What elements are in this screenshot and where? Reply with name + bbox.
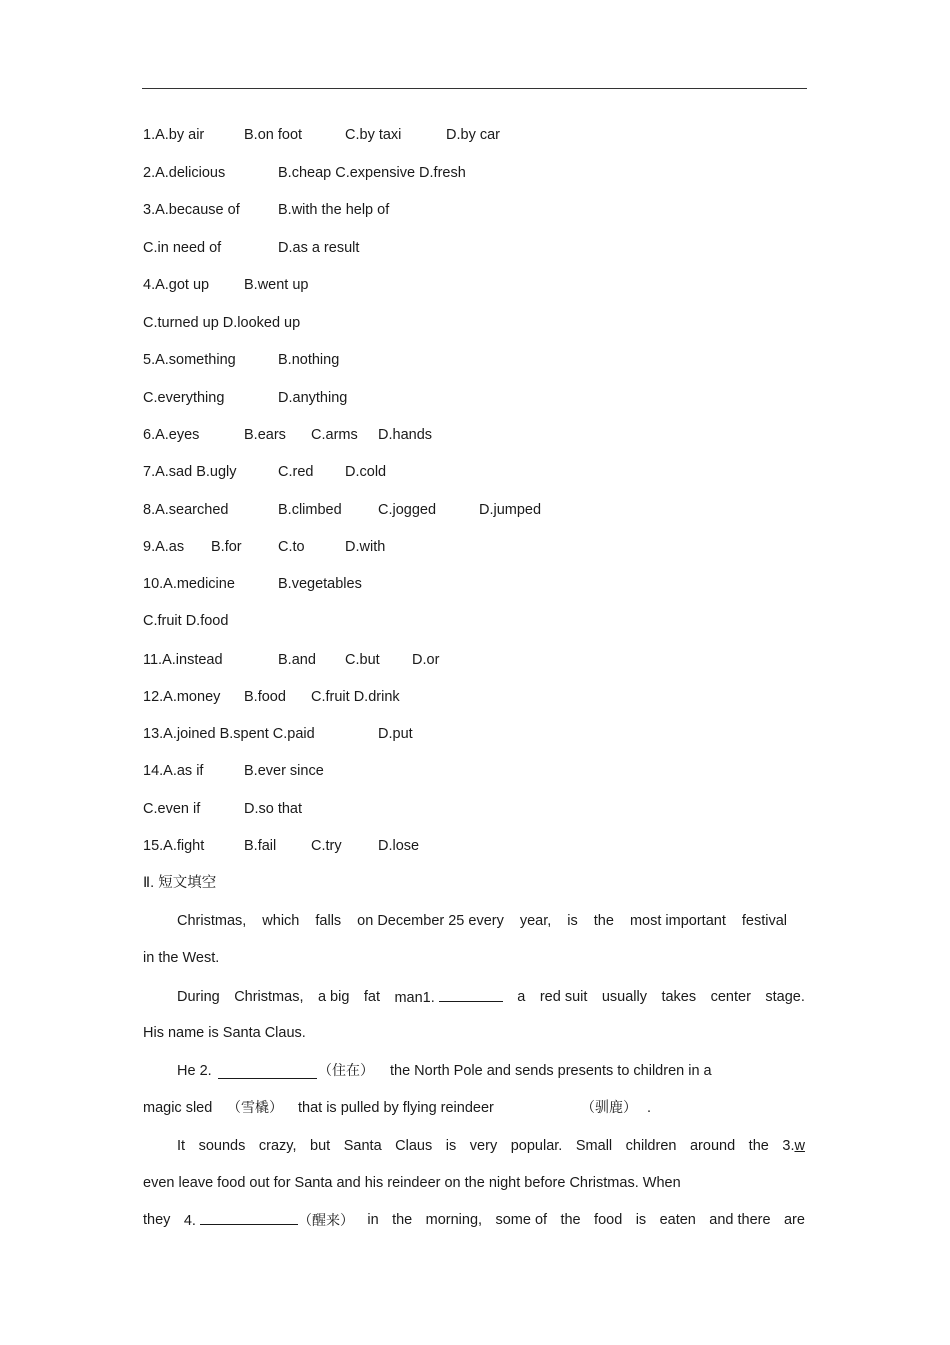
word: stage.: [765, 989, 805, 1005]
word: Santa: [343, 1138, 382, 1154]
word: eaten: [659, 1212, 696, 1228]
answer-option: 14.A.as if: [143, 763, 204, 779]
blank-3-group: [782, 1136, 805, 1156]
answer-option: D.anything: [278, 390, 348, 406]
answer-option: C.jogged: [378, 502, 437, 518]
word: which: [262, 913, 300, 929]
word: Claus: [395, 1138, 433, 1154]
word: a: [517, 989, 526, 1005]
word: sounds: [198, 1138, 246, 1154]
paragraph-4-line-1: [143, 1136, 805, 1156]
word: most important: [629, 913, 726, 929]
word: falls: [315, 913, 342, 929]
blank-3-first-letter[interactable]: w: [794, 1138, 805, 1154]
answer-option: 12.A.money: [143, 689, 221, 705]
hint-live-in: （住在）: [318, 1063, 374, 1079]
word: on December 25 every: [357, 913, 504, 929]
answer-option: B.ears: [244, 427, 286, 443]
word: the: [392, 1212, 413, 1228]
word: children: [625, 1138, 677, 1154]
word: but: [310, 1138, 331, 1154]
word: Small: [575, 1138, 613, 1154]
blank-4-group: [184, 1210, 354, 1230]
answer-option: C.arms: [311, 427, 358, 443]
answer-option: 8.A.searched: [143, 502, 229, 518]
answer-option: D.jumped: [479, 502, 542, 518]
answer-option: D.put: [378, 726, 413, 742]
answer-option: D.or: [412, 652, 440, 668]
answer-option: 3.A.because of: [143, 202, 240, 218]
answer-option: C.try: [311, 838, 342, 854]
blank-1-group: [394, 987, 502, 1007]
word: festival: [741, 913, 787, 929]
word: some of: [495, 1212, 548, 1228]
answer-option: D.so that: [244, 801, 303, 817]
word: the: [560, 1212, 581, 1228]
word: It: [177, 1138, 186, 1154]
blank-4[interactable]: [200, 1210, 298, 1225]
word: 4.: [183, 1213, 196, 1229]
hint-reindeer: （驯鹿）: [581, 1100, 637, 1116]
answer-option: C.fruit D.food: [143, 613, 229, 629]
hint-wake-up: （醒来）: [297, 1213, 354, 1229]
word: they: [143, 1212, 171, 1228]
word: During: [177, 989, 220, 1005]
word: takes: [661, 989, 697, 1005]
answer-option: C.red: [278, 464, 314, 480]
text: magic sled: [143, 1100, 213, 1116]
answer-option: B.went up: [244, 277, 309, 293]
word: around: [689, 1138, 736, 1154]
answer-option: D.hands: [378, 427, 433, 443]
paragraph-5-line-1: [143, 1210, 805, 1230]
word: and there: [709, 1212, 771, 1228]
answer-option: D.cold: [345, 464, 387, 480]
answer-option: D.as a result: [278, 240, 360, 256]
answer-option: C.fruit D.drink: [311, 689, 400, 705]
paragraph-2-line-2: His name is Santa Claus.: [143, 1025, 306, 1041]
blank-2[interactable]: [218, 1064, 317, 1079]
answer-option: D.by car: [446, 127, 500, 143]
word: the: [593, 913, 614, 929]
answer-option: C.even if: [143, 801, 201, 817]
answer-option: B.cheap C.expensive D.fresh: [278, 165, 466, 181]
answer-option: B.ever since: [244, 763, 324, 779]
answer-option: B.fail: [244, 838, 277, 854]
section-2-title: Ⅱ. 短文填空: [143, 875, 217, 891]
word: center: [710, 989, 751, 1005]
answer-option: 5.A.something: [143, 352, 236, 368]
answer-option: B.on foot: [244, 127, 303, 143]
text: the North Pole and sends presents to children in a: [390, 1063, 712, 1079]
answer-option: D.with: [345, 539, 386, 555]
answer-option: 6.A.eyes: [143, 427, 200, 443]
answer-option: 1.A.by air: [143, 127, 205, 143]
answer-option: B.and: [278, 652, 316, 668]
word: popular.: [510, 1138, 563, 1154]
answer-option: C.by taxi: [345, 127, 402, 143]
paragraph-3-line-1: [143, 1061, 805, 1081]
header-rule: [142, 88, 807, 89]
word: a big: [317, 989, 350, 1005]
answer-option: 10.A.medicine: [143, 576, 235, 592]
answer-option: 2.A.delicious: [143, 165, 226, 181]
paragraph-2-line-1: [143, 987, 805, 1007]
answer-option: 13.A.joined B.spent C.paid: [143, 726, 315, 742]
answer-option: C.everything: [143, 390, 225, 406]
hint-sled: （雪橇）: [227, 1100, 283, 1116]
answer-option: C.turned up D.looked up: [143, 315, 301, 331]
word: year,: [519, 913, 552, 929]
text: that is pulled by flying reindeer: [298, 1100, 494, 1116]
word: is: [445, 1138, 457, 1154]
word: morning,: [425, 1212, 483, 1228]
answer-option: 9.A.as: [143, 539, 185, 555]
word: 3.: [782, 1138, 795, 1154]
answer-option: C.but: [345, 652, 380, 668]
answer-option: B.for: [211, 539, 242, 555]
word: are: [783, 1212, 805, 1228]
paragraph-3-line-2: [143, 1098, 805, 1118]
word: is: [635, 1212, 647, 1228]
answer-option: C.in need of: [143, 240, 222, 256]
answer-option: 7.A.sad B.ugly: [143, 464, 237, 480]
answer-option: B.nothing: [278, 352, 340, 368]
answer-option: C.to: [278, 539, 305, 555]
word: food: [594, 1212, 623, 1228]
word: in: [367, 1212, 379, 1228]
text: .: [647, 1100, 652, 1116]
answer-option: B.food: [244, 689, 286, 705]
word: is: [567, 913, 578, 929]
answer-option: 15.A.fight: [143, 838, 205, 854]
blank-1[interactable]: [439, 987, 503, 1002]
word: Christmas,: [177, 913, 247, 929]
text: He 2.: [177, 1063, 212, 1079]
answer-option: B.vegetables: [278, 576, 362, 592]
word: Christmas,: [234, 989, 304, 1005]
word: the: [748, 1138, 769, 1154]
word: man1.: [394, 990, 435, 1006]
word: fat: [363, 989, 380, 1005]
answer-option: 4.A.got up: [143, 277, 210, 293]
answer-option: D.lose: [378, 838, 420, 854]
word: crazy,: [258, 1138, 297, 1154]
word: red suit: [539, 989, 588, 1005]
word: usually: [601, 989, 647, 1005]
answer-option: B.with the help of: [278, 202, 390, 218]
answer-option: 11.A.instead: [143, 652, 223, 668]
paragraph-4-line-2: even leave food out for Santa and his reindeer on the night before Christmas. When: [143, 1175, 681, 1191]
answer-option: B.climbed: [278, 502, 342, 518]
word: very: [469, 1138, 498, 1154]
paragraph-1-line-2: in the West.: [143, 950, 220, 966]
paragraph-1-line-1: [143, 911, 805, 931]
